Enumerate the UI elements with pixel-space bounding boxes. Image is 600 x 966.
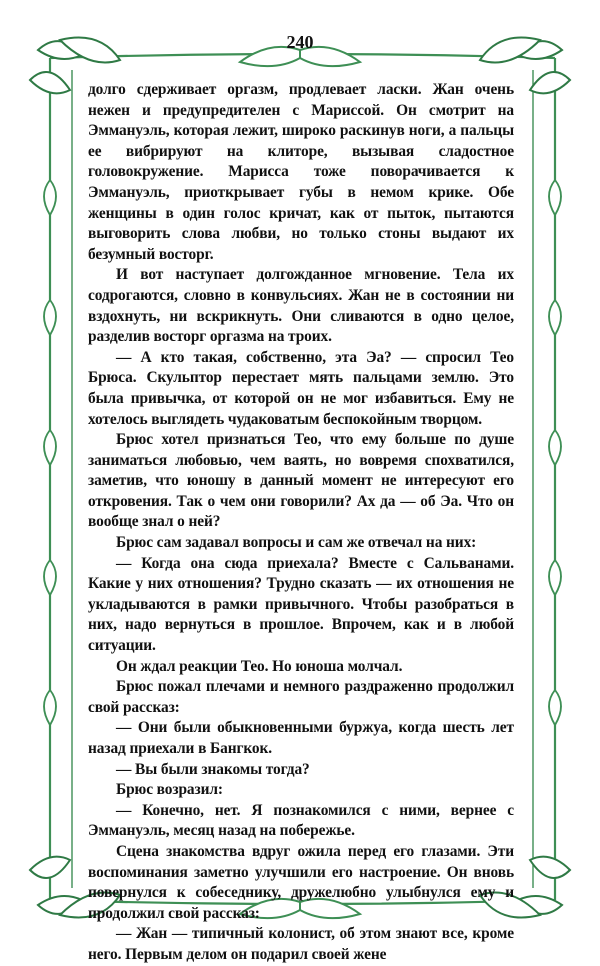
paragraph: — А кто такая, собственно, эта Эа? — спросил Тео Брюса. Скульптор перестает мять пальцами землю. Это была привычка, от которой он не мог избавиться. Ему не хотелось выглядеть чудаковатым беспокойным творцом. xyxy=(88,348,514,428)
paragraph: — Когда она сюда приехала? Вместе с Сальванами. Какие у них отношения? Трудно сказать — их отношения не укладываются в рамки привычного. Чтобы разобраться в них, надо вернуться в прошлое. Впрочем, как и в любой ситуации. xyxy=(88,554,514,655)
paragraph: И вот наступает долгожданное мгновение. Тела их содрогаются, словно в конвульсиях. Жан не в состоянии ни вздохнуть, ни вскрикнуть. Они сливаются в одно целое, разделив восторг оргазма на троих. xyxy=(88,266,514,346)
paragraph: Брюс пожал плечами и немного раздраженно продолжил свой рассказ: xyxy=(88,678,514,716)
paragraph: — Вы были знакомы тогда? xyxy=(116,760,310,778)
paragraph: Брюс сам задавал вопросы и сам же отвечал на них: xyxy=(116,534,477,552)
paragraph: Брюс хотел признаться Тео, что ему больше по душе заниматься любовью, чем ваять, но вовремя спохватился, заметив, что юношу в данный момент не интересуют его откровения. Так о чем они говорили? Ах да — об Эа. Что он вообще знал о ней? xyxy=(88,431,514,531)
paragraph: — Жан — типичный колонист, об этом знают все, кроме него. Первым делом он подарил своей жене xyxy=(88,925,514,963)
paragraph: — Они были обыкновенными буржуа, когда шесть лет назад приехали в Бангкок. xyxy=(88,719,514,757)
page-number: 240 xyxy=(286,32,314,52)
paragraph: Он ждал реакции Тео. Но юноша молчал. xyxy=(116,657,403,675)
paragraph: Сцена знакомства вдруг ожила перед его глазами. Эти воспоминания заметно улучшили его настроение. Он вновь повернулся к собеседнику, дружелюбно улыбнулся ему и продолжил свой рассказ: xyxy=(88,842,514,922)
main-text xyxy=(88,80,514,966)
paragraph: долго сдерживает оргазм, продлевает ласки. Жан очень нежен и предупредителен с Мариссой. Он смотрит на Эммануэль, которая лежит, широко раскинув ноги, а пальцы ее вибрируют на клиторе, вызывая сладостное головокружение. Марисса тоже поворачивается к Эммануэль, приоткрывает губы в немом крике. Обе женщины в один голос кричат, как от пыток, пытаются выговорить слова любви, но только стоны выдают их безумный восторг. xyxy=(88,81,514,263)
paragraph: — Конечно, нет. Я познакомился с ними, вернее с Эммануэль, месяц назад на побережье. xyxy=(88,801,514,840)
paragraph: Брюс возразил: xyxy=(116,781,223,799)
